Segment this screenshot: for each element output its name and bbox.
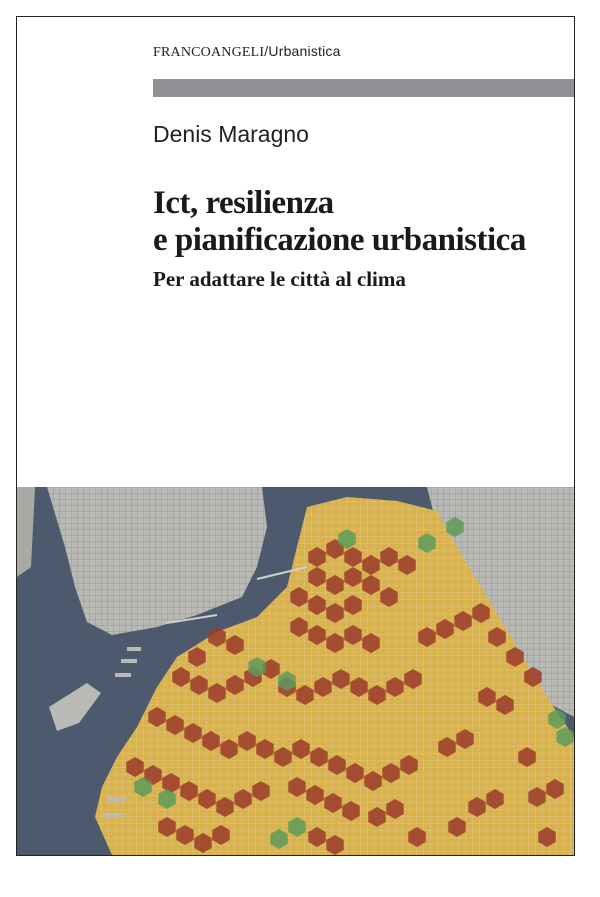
series-separator: / <box>264 43 269 59</box>
collection-name: Urbanistica <box>268 43 341 59</box>
publisher-name: FRANCOANGELI <box>153 45 265 60</box>
title-line-1: Ict, resilienza <box>153 185 334 221</box>
series-line <box>153 43 341 61</box>
book-cover <box>16 16 575 856</box>
book-subtitle: Per adattare le città al clima <box>153 267 406 291</box>
gray-rule-bar <box>153 79 575 97</box>
author-name: Denis Maragno <box>153 121 309 147</box>
title-line-2: e pianificazione urbanistica <box>153 222 526 258</box>
cover-map-image <box>17 487 574 855</box>
book-title <box>153 185 573 259</box>
